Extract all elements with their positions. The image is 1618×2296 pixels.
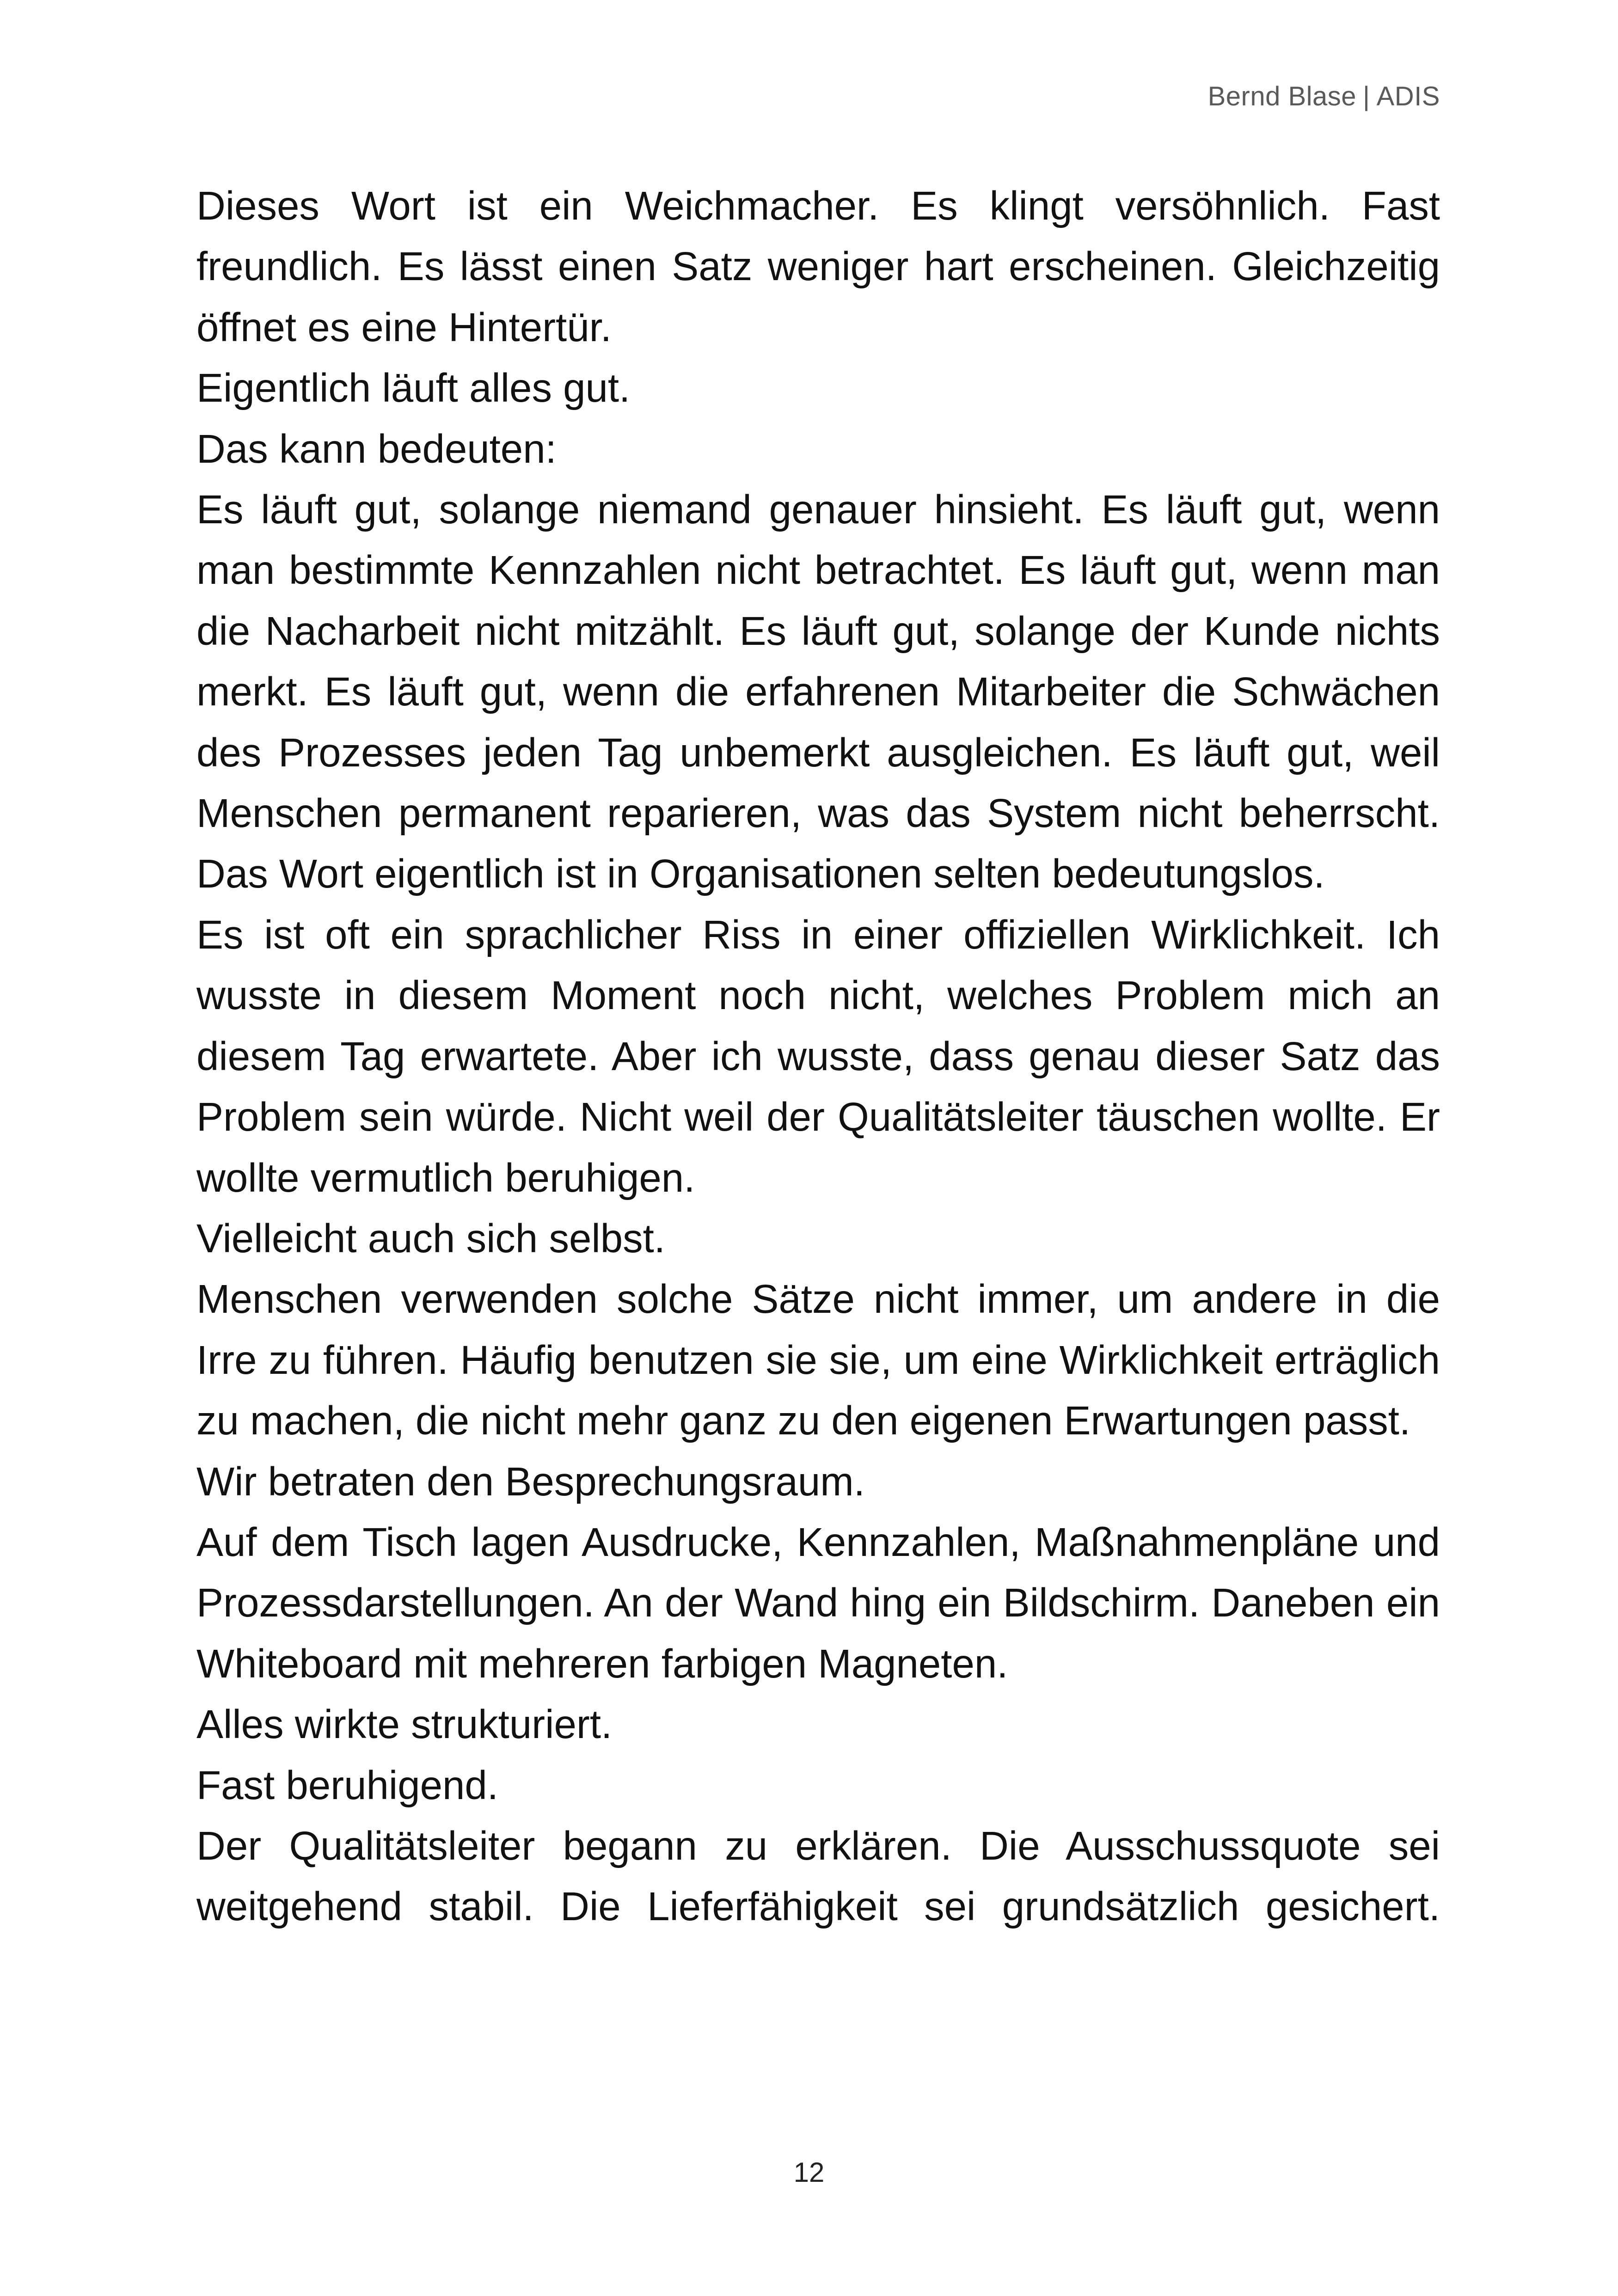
body-text (196, 176, 1440, 1937)
header-separator: | (1363, 81, 1370, 111)
paragraph: Vielleicht auch sich selbst. (196, 1216, 665, 1261)
paragraph: Menschen verwenden solche Sätze nicht immer, um andere in die Irre zu führen. Häufig benutzen sie sie, um eine Wirklichkeit erträglich zu machen, die nicht mehr ganz zu den eigenen Erwartungen passt. (196, 1277, 1440, 1444)
paragraph: Dieses Wort ist ein Weichmacher. Es klingt versöhnlich. Fast freundlich. Es lässt einen Satz weniger hart erscheinen. Gleichzeitig öffnet es eine Hintertür. (196, 184, 1440, 350)
paragraph: Wir betraten den Besprechungsraum. (196, 1459, 865, 1504)
paragraph: Das kann bedeuten: (196, 426, 557, 471)
header-author: Bernd Blase (1207, 81, 1357, 111)
paragraph: Fast beruhigend. (196, 1763, 498, 1808)
paragraph: Eigentlich läuft alles gut. (196, 366, 631, 411)
paragraph: Alles wirkte strukturiert. (196, 1702, 613, 1747)
paragraph: Der Qualitätsleiter begann zu erklären. Die Ausschussquote sei weitgehend stabil. Die Lieferfähigkeit sei grundsätzlich gesichert. (196, 1823, 1440, 1929)
running-header (1208, 81, 1440, 112)
page-number: 12 (793, 2157, 825, 2188)
paragraph: Es ist oft ein sprachlicher Riss in einer offiziellen Wirklichkeit. Ich wusste in diesem Moment noch nicht, welches Problem mich an diesem Tag erwartete. Aber ich wusste, dass genau dieser Satz das Problem sein würde. Nicht weil der Qualitätsleiter täuschen wollte. Er wollte vermutlich beruhigen. (196, 912, 1440, 1200)
paragraph: Auf dem Tisch lagen Ausdrucke, Kennzahlen, Maßnahmenpläne und Prozessdarstellungen. An der Wand hing ein Bildschirm. Daneben ein Whiteboard mit mehreren farbigen Magneten. (196, 1519, 1440, 1686)
paragraph: Es läuft gut, solange niemand genauer hinsieht. Es läuft gut, wenn man bestimmte Kennzahlen nicht betrachtet. Es läuft gut, wenn man die Nacharbeit nicht mitzählt. Es läuft gut, solange der Kunde nichts merkt. Es läuft gut, wenn die erfahrenen Mitarbeiter die Schwächen des Prozesses jeden Tag unbemerkt ausgleichen. Es läuft gut, weil Menschen permanent reparieren, was das System nicht beherrscht. Das Wort eigentlich ist in Organisationen selten bedeutungslos. (196, 487, 1440, 897)
header-title: ADIS (1376, 81, 1440, 111)
